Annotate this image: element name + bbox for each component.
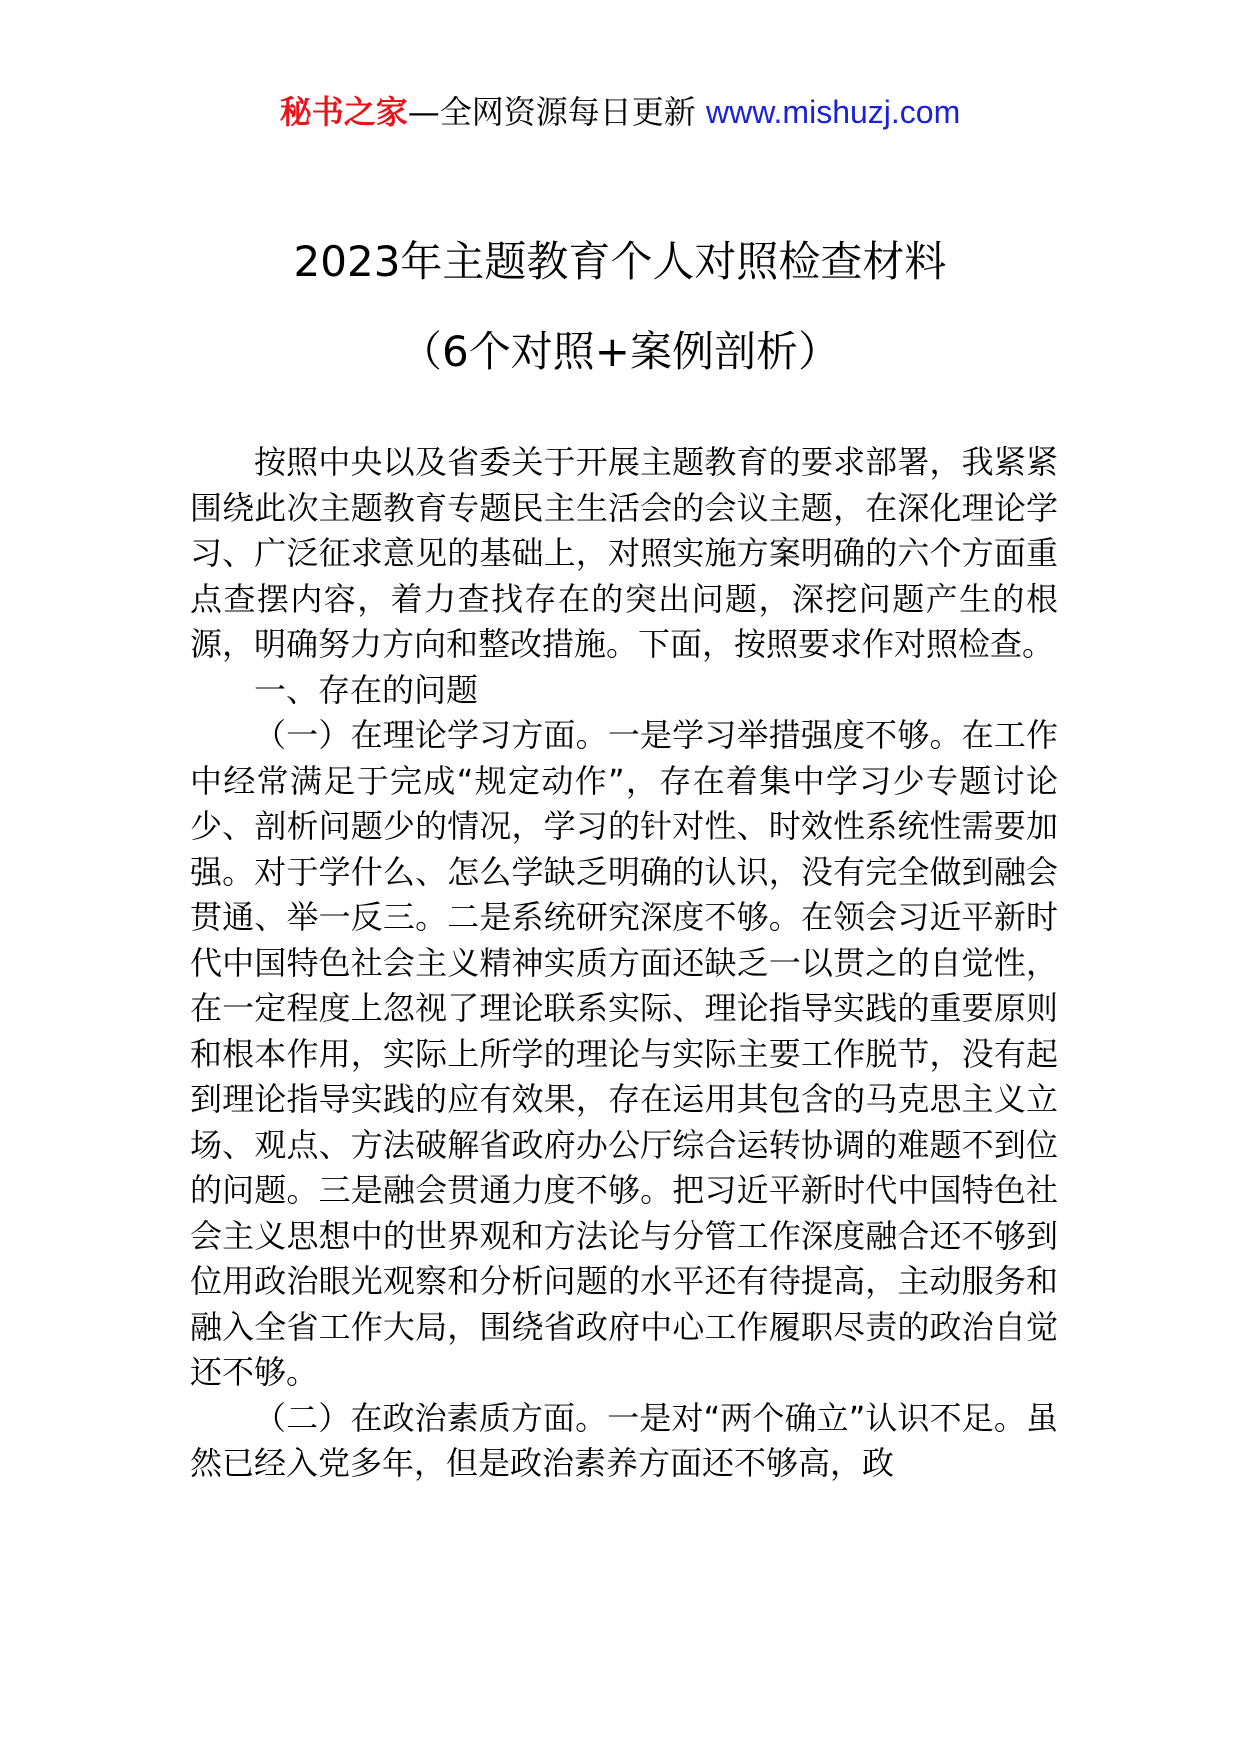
paragraph-intro: 按照中央以及省委关于开展主题教育的要求部署，我紧紧围绕此次主题教育专题民主生活会的会议主题，在深化理论学习、广泛征求意见的基础上，对照实施方案明确的六个方面重点查摆内容，着力查找存在的突出问题，深挖问题产生的根源，明确努力方向和整改措施。下面，按照要求作对照检查。 <box>190 443 1058 663</box>
paragraph-theory-study: （一）在理论学习方面。一是学习举措强度不够。在工作中经常满足于完成“规定动作”，存在着集中学习少专题讨论少、剖析问题少的情况，学习的针对性、时效性系统性需要加强。对于学什么、怎么学缺乏明确的认识，没有完全做到融会贯通、举一反三。二是系统研究深度不够。在领会习近平新时代中国特色社会主义精神实质方面还缺乏一以贯之的自觉性，在一定程度上忽视了理论联系实际、理论指导实践的重要原则和根本作用，实际上所学的理论与实际主要工作脱节，没有起到理论指导实践的应有效果，存在运用其包含的马克思主义立场、观点、方法破解省政府办公厅综合运转协调的难题不到位的问题。三是融会贯通力度不够。把习近平新时代中国特色社会主义思想中的世界观和方法论与分管工作深度融合还不够到位用政治眼光观察和分析问题的水平还有待提高，主动服务和融入全省工作大局，围绕省政府中心工作履职尽责的政治自觉还不够。 <box>190 716 1058 1391</box>
header-tagline: —全网资源每日更新 <box>407 93 696 131</box>
document-body <box>190 440 1058 1487</box>
brand-name: 秘书之家 <box>279 93 408 131</box>
paragraph-political-quality: （二）在政治素质方面。一是对“两个确立”认识不足。虽然已经入党多年，但是政治素养方面还不够高，政 <box>190 1398 1058 1482</box>
document-subtitle: （6个对照+案例剖析） <box>400 327 840 376</box>
header-banner <box>0 92 1240 132</box>
document-title: 2023年主题教育个人对照检查材料 <box>293 237 947 286</box>
site-url-link[interactable]: www.mishuzj.com <box>705 94 961 130</box>
section-heading: 一、存在的问题 <box>254 670 479 709</box>
